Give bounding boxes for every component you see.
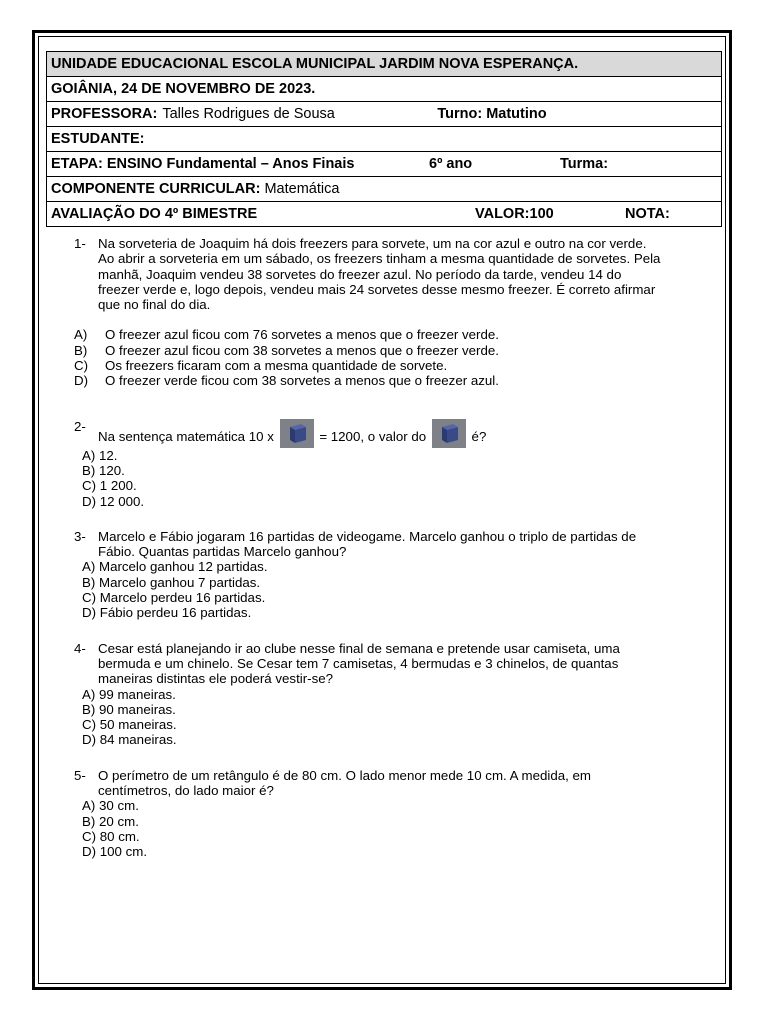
component-value: Matemática [264,181,340,197]
header-row-date [47,77,722,102]
option-d: D) 12 000. [82,493,145,509]
assessment-title: AVALIAÇÃO DO 4º BIMESTRE [51,206,258,222]
assessment-cell [47,202,722,227]
professor-label: PROFESSORA: [51,106,158,122]
option-d: D) Fábio perdeu 16 partidas. [82,605,252,621]
question-text: O perímetro de um retângulo é de 80 cm. O lado menor mede 10 cm. A medida, em centímetros, do lado maior é? [98,767,591,799]
option-a: A) O freezer azul ficou com 76 sorvetes a menos que o freezer verde. [74,327,499,343]
option-b: B) O freezer azul ficou com 38 sorvetes a menos que o freezer verde. [74,342,499,358]
option-b: B) Marcelo ganhou 7 partidas. [82,574,261,590]
school-name: UNIDADE EDUCACIONAL ESCOLA MUNICIPAL JARDIM NOVA ESPERANÇA. [47,52,722,77]
option-c: C) Marcelo perdeu 16 partidas. [82,590,266,606]
grade-label: NOTA: [625,206,670,222]
header-row-student [47,127,722,152]
option-a: A) 30 cm. [82,798,139,814]
question-5 [74,768,664,860]
option-d: D) 84 maneiras. [82,732,177,748]
option-a: A) 99 maneiras. [82,686,176,702]
question-number: 4- [74,640,86,656]
option-b: B) 120. [82,462,125,478]
question-text: Na sorveteria de Joaquim há dois freezers para sorvete, um na cor azul e outro na cor verde. Ao abrir a sorveteria em um sábado, os freezers tinham a mesma quantidade de sorvetes. Pela manhã, Joaquim vendeu 38 sorvetes do freezer azul. No período da tarde, vendeu 14 do freezer verde e, logo depois, vendeu mais 24 sorvetes desse mesmo freezer. É correto afirmar que no final do dia. [98,236,661,313]
component-label: COMPONENTE CURRICULAR: [51,181,261,197]
header-row-component [47,177,722,202]
question-text: Na sentença matemática 10 x = 1200, o valor do é? [98,419,664,448]
grade-year: 6º ano [429,156,473,172]
question-number: 1- [74,236,86,251]
question-number: 5- [74,767,86,783]
class-label: Turma: [560,156,609,172]
question-text: Marcelo e Fábio jogaram 16 partidas de videogame. Marcelo ganhou o triplo de partidas de Fábio. Quantas partidas Marcelo ganhou? [98,528,637,560]
question-4 [74,641,664,748]
professor-name: Talles Rodrigues de Sousa [162,106,335,122]
header-row-stage [47,152,722,177]
option-b: B) 90 maneiras. [82,701,176,717]
header-row-school [47,52,722,77]
professor-cell [47,102,722,127]
question-2 [74,419,664,509]
question-1 [74,236,664,389]
option-c: C) 50 maneiras. [82,717,177,733]
stage: ETAPA: ENSINO Fundamental – Anos Finais [51,156,355,172]
cube-icon [280,419,314,448]
option-b: B) 20 cm. [82,813,139,829]
date-line: GOIÂNIA, 24 DE NOVEMBRO DE 2023. [47,77,722,102]
total-value: VALOR:100 [475,206,554,222]
shift: Turno: Matutino [437,106,547,122]
header-row-professor [47,102,722,127]
stage-cell [47,152,722,177]
question-3 [74,529,664,621]
option-a: A) 12. [82,447,118,463]
header-row-assessment [47,202,722,227]
question-text: Cesar está planejando ir ao clube nesse final de semana e pretende usar camiseta, uma bermuda e um chinelo. Se Cesar tem 7 camisetas, 4 bermudas e 3 chinelos, de quantas maneiras distintas ele poderá vestir-se? [98,640,620,687]
option-a: A) Marcelo ganhou 12 partidas. [82,559,268,575]
option-c: C) Os freezers ficaram com a mesma quantidade de sorvete. [74,358,448,374]
option-d: D) O freezer verde ficou com 38 sorvetes a menos que o freezer azul. [74,373,499,389]
question-number: 3- [74,528,86,544]
header-table [46,51,722,227]
component-cell [47,177,722,202]
question-number: 2- [74,418,86,434]
option-c: C) 1 200. [82,478,137,494]
option-d: D) 100 cm. [82,844,148,860]
option-c: C) 80 cm. [82,828,140,844]
student-label: ESTUDANTE: [47,127,722,152]
questions [74,236,664,878]
cube-icon [432,419,466,448]
